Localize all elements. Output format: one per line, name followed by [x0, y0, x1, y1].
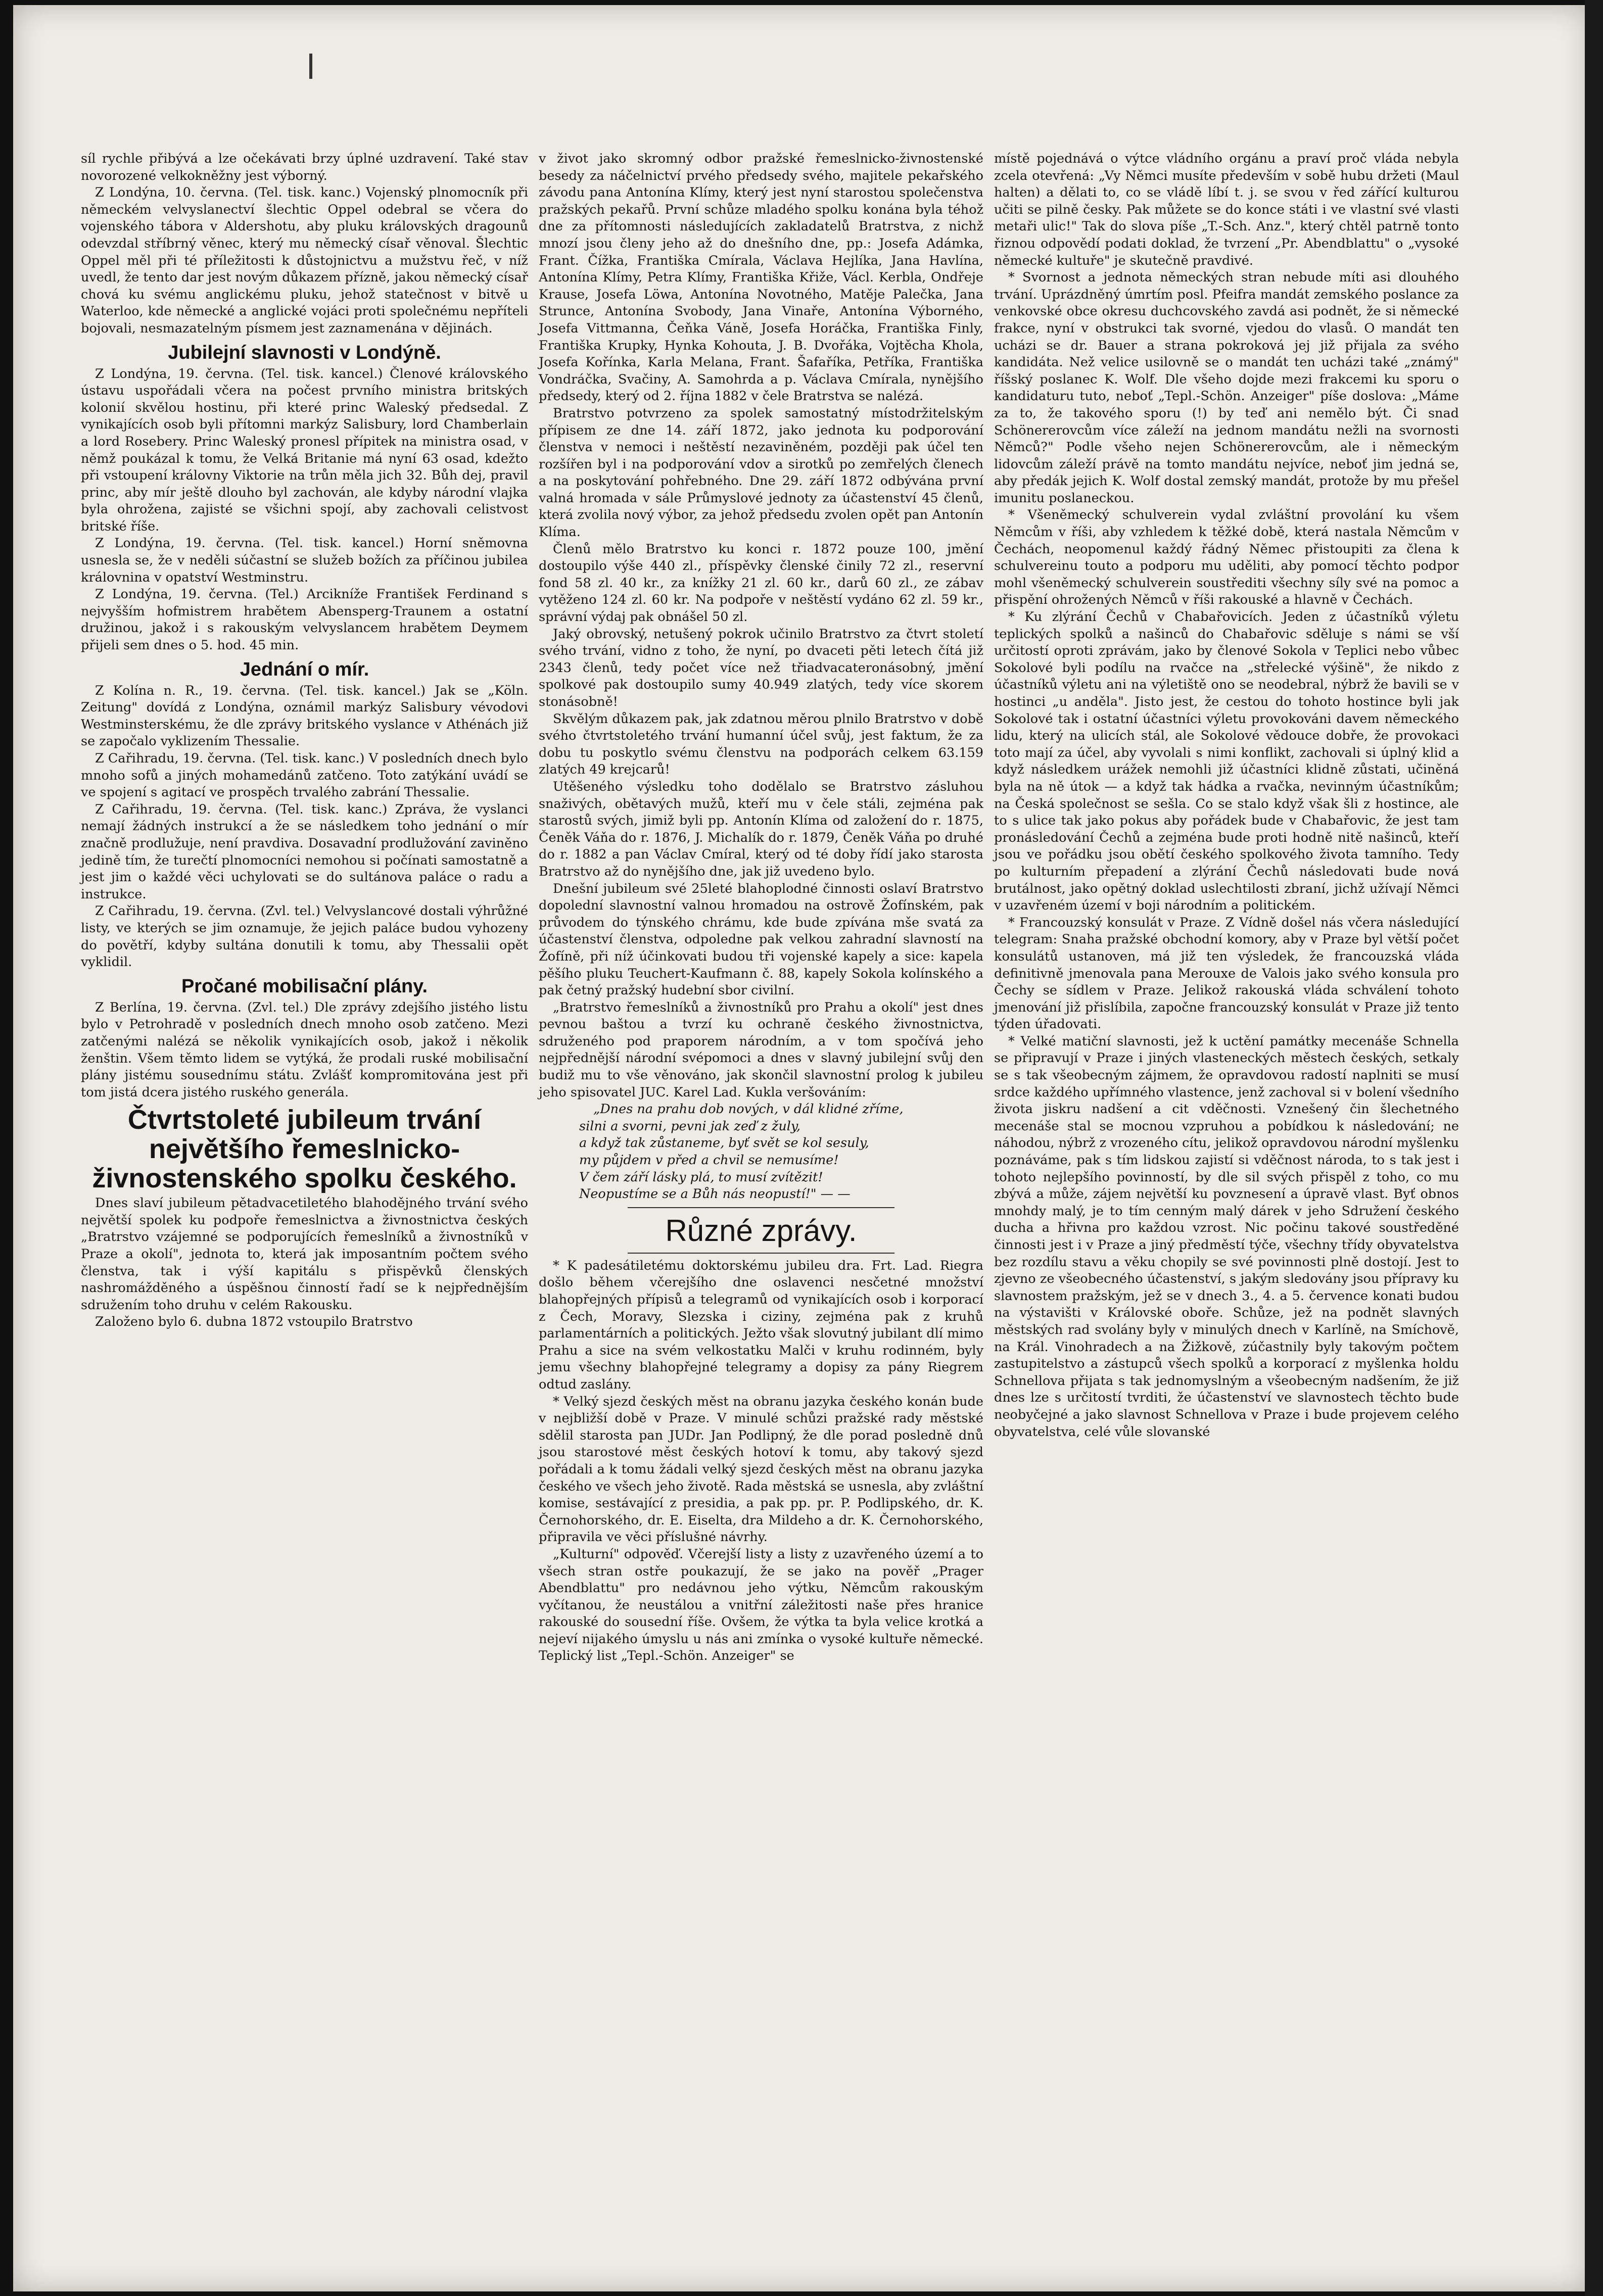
news-item: * Velké matiční slavnosti, jež k uctění památky mecenáše Schnella se připravují v Praze i jiných vlasteneckých městech českých, setkaly se s tak všeobecným zájmem, že opravdovou radostí naplniti se musí srdce každého upřímného vlastence, jenž zachoval si v bolení všedního života jiskru nadšení a cit vděčnosti. Vznešený čin šlechetného mecenáše stal se mocnou vzpruhou a pobídkou k následování; ne náhodou, nýbrž z vrozeného cítu, jelikož opravdovou národní myšlenku poznáváme, pak s tím lidskou zajistí si vděčnost národa, to s tak jest i tohoto nejlepšího povinností, by dle sil svých přispěl z toho, co mu zbývá a může, zájem největší ku povznesení a úpravě vlast. Byť obnos mnohdy malý, je to tím cenným malý dárek v jeho Sdružení českého ducha a hřivna pro každou vzrost. Nic počinu takové soustředěné činnosti jest i v Praze a jiný předměstí týče, všechny třídy obyvatelstva bez rozdílu stavu a věku chopily se své povinnosti plně dostojí. Jest to zjevno ze všeobecného účastenství, s jakým sledovány jsou přípravy ku slavnostem pražským, jež se v dnech 3., 4. a 5. července konati budou na výstavišti v Královské oboře. Schůze, jež na podnět slavných městských rad svolány byly v minulých dnech v Karlíně, na Smíchově, na Král. Vinohradech a na Žižkově, zúčastnily byly takovým počtem zastupitelstvo a zástupců všech spolků a korporací z myšlenka holdu Schnellova přijata s tak jednomyslným a všeobecným nadšením, že již dnes lze s určitostí tvrditi, že účastenství ve slavnostech těchto bude neobyčejné a jako slavnost Schnellova v Praze i bude projevem celého obyvatelstva, celé vůle slovanské — [994, 1033, 1459, 1440]
article-paragraph: Z Londýna, 19. června. (Tel. tisk. kancel.) Horní sněmovna usnesla se, že v neděli súčastní se služeb božích za příčinou jubilea královnina v opatství Westminstru. — [81, 536, 528, 585]
news-item: * Všeněmecký schulverein vydal zvláštní provolání ku všem Němcům v říši, aby vzhledem k těžké době, která nastala Němcům v Čechách, neopomenul každý řádný Němec přistoupiti za člena k schulvereinu touto a podporu mu uděliti, aby pomocí těchto podpor mohl všeněmecký schulverein soustřediti všechny síly své na pomoc a přispění ohrožených Němců v říši rakouské a hlavně v Čechách. — [994, 507, 1459, 608]
news-item: * K padesátiletému doktorskému jubileu dra. Frt. Lad. Riegra došlo během včerejšího dne oslavenci nesčetné množství blahopřejných přípisů a telegramů od vynikajících osob i korporací z Čech, Moravy, Slezska i ciziny, zejména pak z kruhů parlamentárních a politických. Ježto však slovutný jubilant dlí mimo Prahu a sice na svém velkostatku Malči v kruhu rodinném, byly jemu všechny blahopřejné telegramy a dopisy za pány Riegrem odtud zaslány. — [539, 1258, 983, 1392]
scan-right-edge — [1585, 0, 1603, 2296]
article-paragraph: Skvělým důkazem pak, jak zdatnou měrou plnilo Bratrstvo v době svého čtvrtstoletého trvání humanní účel svůj, jest faktum, že za dobu tu poskytlo svému členstvu na podporách celkem 63.159 zlatých 49 krejcarů! — [539, 711, 983, 778]
article-paragraph: Jaký obrovský, netušený pokrok učinilo Bratrstvo za čtvrt století svého trvání, vidno z toho, že nyní, po dvaceti pěti letech čítá již 2343 členů, tedy počet více než třiadvacateronásobný, jmění spolkové pak dostoupilo sumy 40.949 zlatých, tedy více skorem stonásobně! — [539, 626, 983, 709]
headline: Pročané mobilisační plány. — [181, 975, 428, 997]
article-paragraph: „Bratrstvo řemeslníků a živnostníků pro Prahu a okolí" jest dnes pevnou baštou a tvrzí ku ochraně českého živnostnictva, sdruženého pod praporem národním, a v tom spočívá jeho nejpřednější národní svépomoci a dnes v slavný jubilejní svůj den budiž mu to vše věnováno, jak skončil slavnostní prolog k jubileu jeho spisovatel JUC. Karel Lad. Kukla veršováním: — [539, 999, 983, 1100]
article-paragraph: v život jako skromný odbor pražské řemeslnicko-živnostenské besedy za náčelnictví prvého předsedy svého, majitele pekařského závodu pana Antonína Klímy, který jest nyní starostou společenstva pražských pekařů. První schůze mladého spolku konána byla téhož dne za přítomnosti následujících zakladatelů Bratrstva, z nichž mnozí jsou členy jeho až do dnešního dne, pp.: Josefa Adámka, Frant. Čížka, Františka Cmírala, Václava Hejlíka, Jana Havlína, Antonína Klímy, Petra Klímy, Františka Křiže, Václ. Kerbla, Ondřeje Krause, Josefa Löwa, Antonína Novotného, Matěje Palečka, Jana Strunce, Antonína Svobody, Jana Vinaře, Antonína Výborného, Josefa Vittmanna, Čeňka Váně, Josefa Horáčka, Františka Finly, Františka Krupky, Hynka Kohouta, J. B. Dvořáka, Vojtěcha Khola, Josefa Kořínka, Karla Melana, Frant. Šafaříka, Petříka, Františka Vondráčka, Svačiny, A. Samohrda a p. Václava Cmírala, nynějšího předsedy, který od 2. října 1882 v čele Bratrstva se nalézá. — [539, 151, 983, 404]
article-paragraph: Z Kolína n. R., 19. června. (Tel. tisk. kancel.) Jak se „Köln. Zeitung" dovídá z Londýna, oznámil markýz Salisbury vévodovi Westminsterskému, že dle zprávy britského vyslance v Athénách již se započalo vyklizením Thessalie. — [81, 683, 528, 749]
article-paragraph: Z Cařihradu, 19. června. (Tel. tisk. kanc.) V posledních dnech bylo mnoho sofů a jiných mohamedánů zatčeno. Toto zatýkání uvádí se ve spojení s agitací ve prospěch trvalého zabrání Thessalie. — [81, 751, 528, 800]
article-paragraph: Dnešní jubileum své 25leté blahoplodné činnosti oslaví Bratrstvo dopolední slavnostní valnou hromadou na ostrově Žofínském, pak průvodem do týnského chrámu, kde bude zpívána mše svatá za účastenství členstva, odpoledne pak velkou zahradní slavností na Žofíně, při níž účinkovati budou tři vojenské kapely a sice: kapela pěšího pluku Teuchert-Kaufmann č. 88, kapely Sokola kolínského a pak četný pražský hudební sbor civilní. — [539, 881, 983, 998]
article-paragraph: Z Londýna, 19. června. (Tel. tisk. kancel.) Členové královského ústavu uspořádali včera na počest prvního ministra britských kolonií skvělou hostinu, při které princ Waleský předsedal. Z vynikajících osob byli přítomni markýz Salisbury, lord Chamberlain a lord Rosebery. Princ Waleský pronesl přípitek na ministra osad, v němž poukázal k tomu, že Velká Britanie má nyní 63 osad, kdežto při vstoupení královny Viktorie na trůn měla jich 32. Bůh dej, pravil princ, aby mír ještě dlouho byl zachován, ale kdyby národní vlajka byla ohrožena, zajisté se všichni spojí, aby zachovali celistvost britské říše. — [81, 366, 528, 534]
article-paragraph: Dnes slaví jubileum pětadvacetiletého blahodějného trvání svého největší spolek ku podpoře řemeslnictva a živnostnictva českých „Bratrstvo vzájemné se podporujících řemeslníků a živnostníků v Praze a okolí", jednota to, která jak imposantním počtem svého členstva, tak i výší kapitálu s přispěvků členských nashromážděného a úspěšnou činností řadí se k nejpřednějším sdružením toho druhu v celém Rakousku. — [81, 1195, 528, 1313]
news-item: „Kulturní" odpověď. Včerejší listy a listy z uzavřeného území a to všech stran ostře poukazují, že se jako na pověř „Prager Abendblattu" pro nedávnou jeho výtku, Němcům rakouským vyčítanou, že neustálou a vnitřní záležitosti naše přes hranice rakouské do sousední říše. Ovšem, že výtka ta byla velice krotká a nejeví nijakého úmyslu u nás ani zmínka o vysoké kultuře německé. Teplický list „Tepl.-Schön. Anzeiger" se — [539, 1546, 983, 1664]
article-paragraph: Členů mělo Bratrstvo ku konci r. 1872 pouze 100, jmění dostoupilo výše 440 zl., příspěvky členské činily 72 zl., reservní fond 58 zl. 40 kr., za knížky 21 zl. 60 kr., darů 60 zl., ze zábav vytěženo 124 zl. 60 kr. Na podpoře v neštěstí vydáno 62 zl. 59 kr., správní výdaj pak obnášel 50 zl. — [539, 541, 983, 625]
news-item: * Francouzský konsulát v Praze. Z Vídně došel nás včera následující telegram: Snaha pražské obchodní komory, aby v Praze byl větší počet konsulátů ustanoven, má již ten výsledek, že francouzská vláda definitivně jmenovala pana Merouxe de Valois jako svého konsula pro Čechy se sídlem v Praze. Jelikož rakouská vláda schválení tohoto jmenování již přislíbila, započne francouzský konsulát v Praze již tento týden úřadovati. — [994, 915, 1459, 1032]
article-paragraph: Z Cařihradu, 19. června. (Zvl. tel.) Velvyslancové dostali výhrůžné listy, ve kterých se jim oznamuje, že jejich paláce budou vyhozeny do povětří, kdyby sultána donutili k tomu, aby Thessalii opět vyklidil. — [81, 903, 528, 970]
article-paragraph: Z Londýna, 19. června. (Tel.) Arcikníže František Ferdinand s nejvyšším hofmistrem hrabětem Abensperg-Traunem a ostatní družinou, jakož i s rakouským velvyslancem hrabětem Deymem přijeli sem dnes o 5. hod. 45 min. — [81, 587, 528, 653]
headline-large: Čtvrtstoleté jubileum trvání největšího řemeslnicko-živnostenského spolku českého. — [92, 1105, 517, 1194]
article-paragraph: Bratrstvo potvrzeno za spolek samostatný místodržitelským přípisem ze dne 14. září 1872, jako jednota ku podporování členstva v nemoci i neštěstí nezaviněném, později pak účel ten rozšířen byl i na podporování vdov a sirotků po zemřelých členech a na poskytování pohřebného. Dne 29. září 1872 odbývána první valná hromada v sále Průmyslové jednoty za účastenství 45 členů, která zvolila nový výbor, za jehož předsedu zvolen opět pan Antonín Klíma. — [539, 405, 983, 540]
column-2 — [539, 151, 983, 1665]
article-paragraph: Z Berlína, 19. června. (Zvl. tel.) Dle zprávy zdejšího jistého listu bylo v Petrohradě v posledních dnech mnoho osob zatčeno. Mezi zatčenými nalézá se několik vynikajících osob, jakož i několik ženštin. Všem těmto lidem se vytýká, že prodali ruské mobilisační plány jistému sousednímu státu. Zvlášť kompromitována jest při tom jistá dcera jistého ruského generála. — [81, 999, 528, 1100]
news-item: * Svornost a jednota německých stran nebude míti asi dlouhého trvání. Uprázdněný úmrtím posl. Pfeifra mandát zemského poslance za venkovské obce okresu duchcovského zavdá asi podnět, že si německé frakce, nyní v obstrukci tak svorné, vjedou do vlasů. O mandát ten ucházi se dr. Bauer a strana pokroková jej již přijala za svého kandidáta. Než velice usilovně se o mandát ten ucházi také „známý" říšský poslanec K. Wolf. Dle všeho dojde mezi frakcemi ku sporu o kandidaturu tuto, neboť „Tepl.-Schön. Anzeiger" píše doslova: „Máme za to, že takového sporu (!) by teď ani nemělo být. Či snad Schönererovcům více záleží na jednom mandátu nežli na svornosti Němců?" Podle všeho nejen Schönererovcům, ale i německým lidovcům záleží právě na tomto mandátu nejvíce, neboť jim jedná se, aby předák jejich K. Wolf dostal zemský mandát, protože by mu přešel imunitu poslaneckou. — [994, 270, 1459, 506]
news-item: * Velký sjezd českých měst na obranu jazyka českého konán bude v nejbližší době v Praze. V minulé schůzi pražské rady městské sdělil starosta pan JUDr. Jan Podlipný, že dle porad posledně dnů jsou starostové měst českých hotoví k tomu, aby takový sjezd pořádali a k tomu žádali velký sjezd českých měst na obranu jazyka českého ve všech jeho životě. Rada městská se usnesla, aby zvláštní komise, sestávající z presidia, a pak pp. pr. P. Podlipského, dr. K. Černohorského, dr. E. Eiselta, dra Mildeho a dr. K. Černohorského, připravila ve věci příslušné návrhy. — [539, 1394, 983, 1545]
news-item: místě pojednává o výtce vládního orgánu a praví proč vláda nebyla zcela otevřená: „Vy Němci musíte především v sobě hubu držeti (Maul halten) a dělati to, co se vládě líbí t. j. se svou v řed zářící kulturou učiti se pilně česky. Pak můžete se do konce státi i ve vlastní své vlasti metaři ulic!" Tak do slova píše „T.-Sch. Anz.", který chtěl patrně tonto řiznou odpovědí podati doklad, že tvrzení „Pr. Abendblattu" o „vysoké německé kultuře" je skutečně pravdivé. — [994, 151, 1459, 268]
headline: Jubilejní slavnosti v Londýně. — [168, 342, 441, 363]
column-3 — [994, 151, 1459, 1441]
article-paragraph: Založeno bylo 6. dubna 1872 vstoupilo Bratrstvo — [95, 1314, 413, 1330]
section-heading: Různé zprávy. — [665, 1213, 857, 1248]
poem-verse: „Dnes na prahu dob nových, v dál klidné zříme, silni a svorni, pevni jak zeď z žuly, a když tak zůstaneme, byť svět se kol sesuly, my půjdem v před a chvil se nemusíme! V čem září lásky plá, to musí zvítězit! Neopustíme se a Bůh nás neopustí!" — — — [579, 1102, 904, 1202]
section-rule — [628, 1207, 894, 1208]
section-rule — [628, 1253, 894, 1254]
column-1 — [81, 151, 528, 1331]
top-margin-mark — [309, 54, 312, 79]
article-paragraph: Z Cařihradu, 19. června. (Tel. tisk. kanc.) Zpráva, že vyslanci nemají žádných instrukcí a že se následkem toho jednání o mír značně prodlužuje, není pravdiva. Dosavadní prodlužování zaviněno jedině tím, že turečtí plnomocníci nemohou si počínati samostatně a jest jim o každé věci uchylovati se do sultánova paláce o radu a instrukce. — [81, 801, 528, 902]
headline: Jednání o mír. — [240, 658, 369, 680]
article-paragraph: síl rychle přibývá a lze očekávati brzy úplné uzdravení. Také stav novorozené velkokněžny jest výborný. — [81, 151, 528, 183]
article-paragraph: Z Londýna, 10. června. (Tel. tisk. kanc.) Vojenský plnomocník při německém velvyslanectví šlechtic Oppel odebral se včera do vojenského tábora v Aldershotu, aby pluku královských dragounů odevzdal stříbrný věnec, který mu německý císař věnoval. Šlechtic Oppel měl při té příležitosti k důstojnictvu a mužstvu řeč, v níž uvedl, že tento dar jest novým důkazem přízně, jakou německý císař chová ku svému anglickému pluku, jehož statečnost v bitvě u Waterloo, kde německé a anglické vojáci proti společnému nepříteli bojovali, nesmazatelným písmem jest zaznamenána v dějinách. — [81, 185, 528, 336]
article-paragraph: Utěšeného výsledku toho dodělalo se Bratrstvo zásluhou snaživých, obětavých mužů, kteří mu v čele stáli, zejména pak starostů svých, jimiž byli pp. Antonín Klíma od založení do r. 1875, Čeněk Váňa do r. 1876, J. Michalík do r. 1879, Čeněk Váňa po druhé do r. 1882 a pan Václav Cmíral, který od té doby řídí jako starosta Bratrstvo až do nynějšího dne, jak již uvedeno bylo. — [539, 779, 983, 879]
news-item: * Ku zlýrání Čechů v Chabařovicích. Jeden z účastníků výletu teplických spolků a našinců do Chabařovic sděluje s námi se vší určitostí oproti zprávám, jako by členové Sokola v Teplici nebo vůbec Sokolové byli podílu na rvačce na „střelecké výšině", že nikdo z účastníků výletu ani na výletiště ono se neodebral, nýbrž že bavili se v hostinci „u anděla". Jisto jest, že cestou do tohoto hostince byli jak Sokolové tak i ostatní účastníci výletu provokováni davem německého lidu, který na ulicích stál, ale Sokolové vědouce dobře, že provokaci toto mají za účel, aby vyvolali s nimi konflikt, zachovali si úplný klid a když následkem urážek nemohli již účastníci klidně zůstati, učiněná byla na ně útok — a když tak hádka a rvačka, nevinným účastníkům; na Česká společnost se sešla. Co se stalo když však šli z hostince, ale to s ulice tak jako pokus aby pořádek bude v Chabařovic, že jest tam pronásledování Čechů a zejména bude proti hodně nitě našinců, kteří jsou ve pořádku jsou obětí českého spolkového života tamního. Tedy po kulturním přepadení a zlýrání Čechů následovati bude nová brutálnost, jako opětný doklad uslechtilosti zbraní, jichž užívají Němci v uzavřeném území v boji národním a politickém. — [994, 609, 1459, 914]
